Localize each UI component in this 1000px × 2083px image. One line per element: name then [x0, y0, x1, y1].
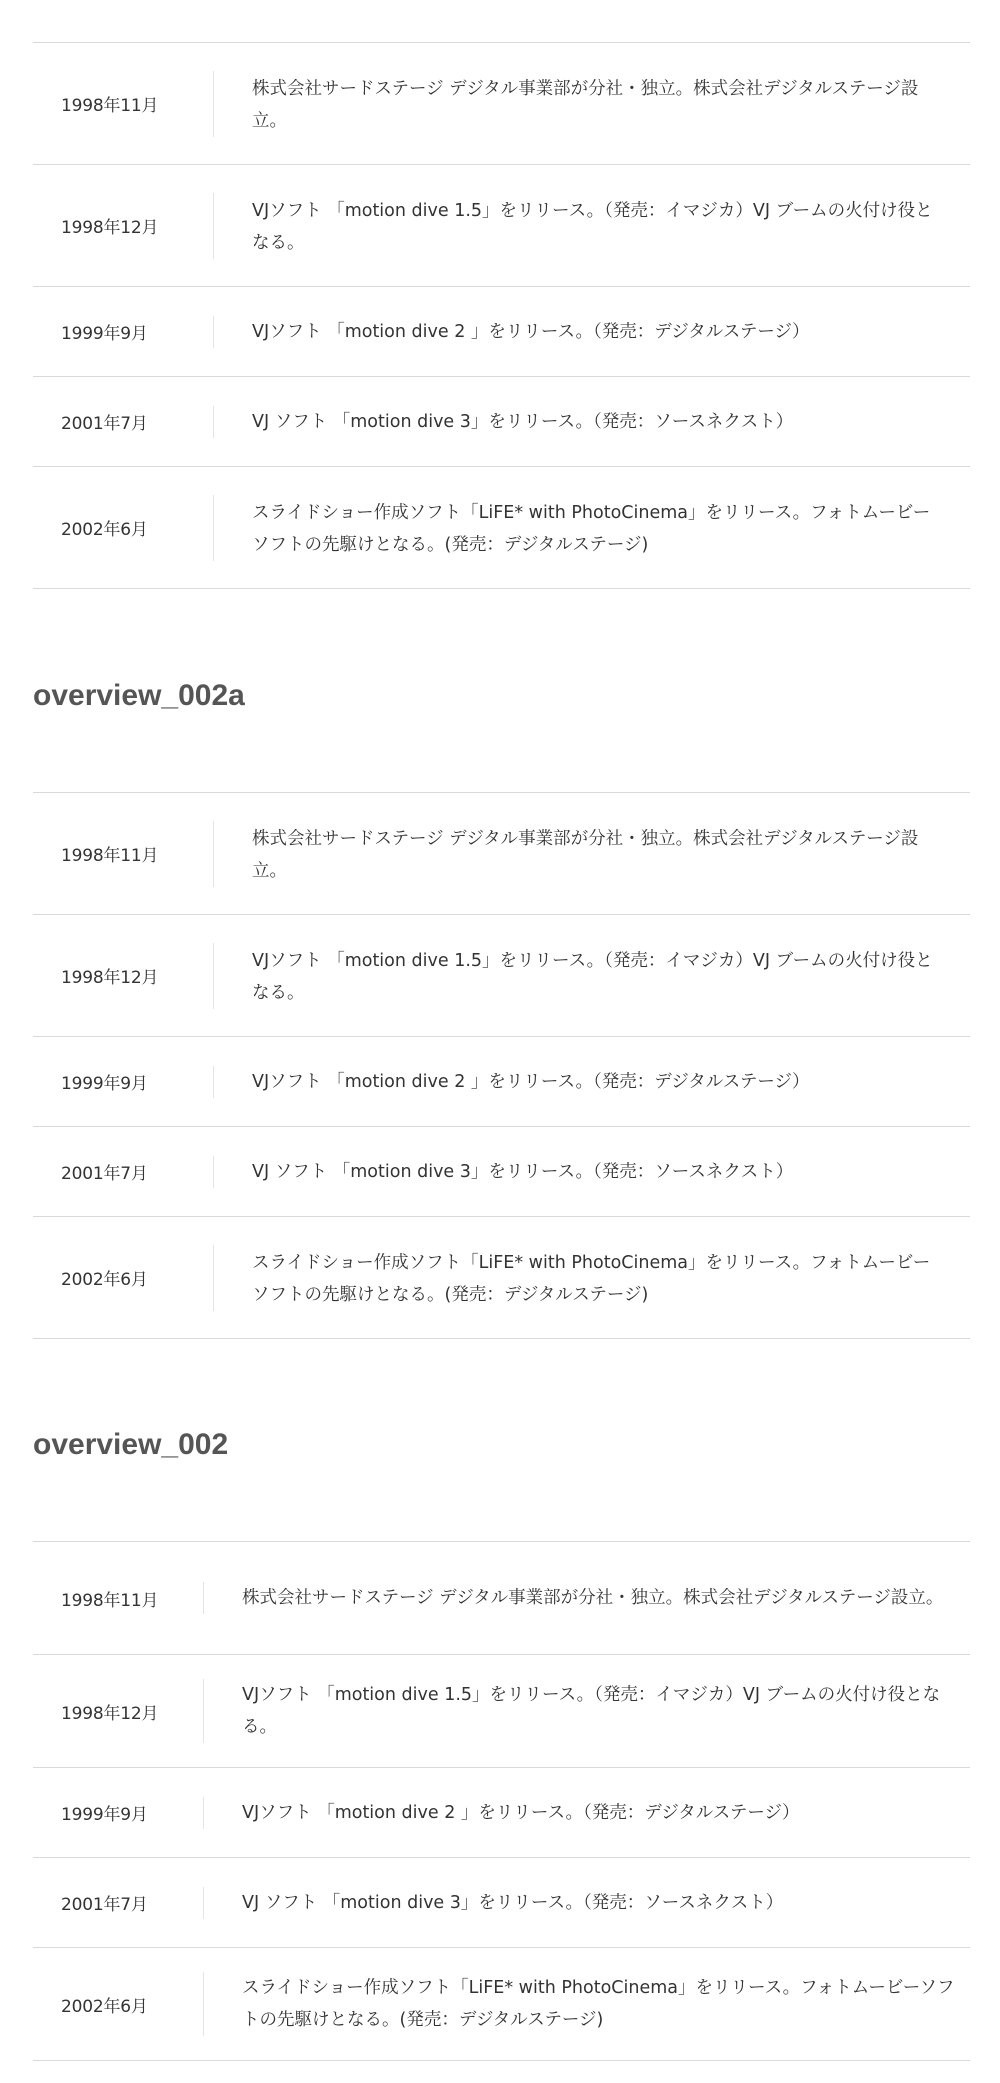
section-heading: overview_002a — [33, 679, 245, 712]
row-date: 1998年12月 — [61, 968, 159, 988]
history-table — [33, 792, 970, 1339]
history-table-section-top — [33, 42, 970, 589]
row-description: スライドショー作成ソフト「LiFE* with PhotoCinema」をリリース。フォトムービーソフトの先駆けとなる。(発売：デジタルステージ) — [213, 495, 970, 561]
table-row — [33, 1127, 970, 1217]
table-row — [33, 1542, 970, 1655]
row-description: スライドショー作成ソフト「LiFE* with PhotoCinema」をリリース。フォトムービーソフトの先駆けとなる。(発売：デジタルステージ) — [213, 1245, 970, 1311]
row-date: 1998年11月 — [61, 1590, 159, 1611]
row-date: 1999年9月 — [61, 324, 148, 344]
table-row — [33, 1655, 970, 1768]
table-row — [33, 165, 970, 287]
table-row — [33, 1217, 970, 1339]
row-date: 1998年11月 — [61, 846, 159, 866]
history-table — [33, 1541, 970, 2061]
row-date: 2001年7月 — [61, 1895, 148, 1915]
table-row — [33, 467, 970, 589]
row-description: VJ ソフト 「motion dive 3」をリリース。（発売：ソースネクスト） — [213, 1156, 970, 1188]
row-description: VJソフト 「motion dive 2 」をリリース。（発売：デジタルステージ） — [213, 1066, 970, 1098]
table-row — [33, 377, 970, 467]
row-date: 2002年6月 — [61, 520, 148, 540]
row-date: 1999年9月 — [61, 1805, 148, 1825]
row-date: 1998年12月 — [61, 218, 159, 238]
table-row — [33, 43, 970, 165]
row-date: 2002年6月 — [61, 1996, 148, 2017]
table-row — [33, 1037, 970, 1127]
table-row — [33, 1858, 970, 1948]
row-date: 1999年9月 — [61, 1074, 148, 1094]
section-heading: overview_002 — [33, 1428, 229, 1461]
row-description: VJ ソフト 「motion dive 3」をリリース。（発売：ソースネクスト） — [213, 406, 970, 438]
row-description: 株式会社サードステージ デジタル事業部が分社・独立。株式会社デジタルステージ設立。 — [213, 821, 970, 887]
row-description: スライドショー作成ソフト「LiFE* with PhotoCinema」をリリース。フォトムービーソフトの先駆けとなる。(発売：デジタルステージ) — [203, 1972, 970, 2036]
row-description: VJソフト 「motion dive 2 」をリリース。（発売：デジタルステージ） — [213, 316, 970, 348]
row-description: VJソフト 「motion dive 1.5」をリリース。（発売：イマジカ）VJ ブームの火付け役となる。 — [203, 1679, 970, 1743]
history-table-section-002a — [33, 792, 970, 1339]
row-description: VJソフト 「motion dive 1.5」をリリース。（発売：イマジカ）VJ ブームの火付け役となる。 — [213, 943, 970, 1009]
row-date: 1998年12月 — [61, 1703, 159, 1724]
table-row — [33, 1768, 970, 1858]
row-date: 1998年11月 — [61, 96, 159, 116]
row-description: VJソフト 「motion dive 1.5」をリリース。（発売：イマジカ）VJ ブームの火付け役となる。 — [213, 193, 970, 259]
row-description: VJ ソフト 「motion dive 3」をリリース。（発売：ソースネクスト） — [203, 1887, 970, 1919]
row-date: 2002年6月 — [61, 1270, 148, 1290]
table-row — [33, 287, 970, 377]
row-date: 2001年7月 — [61, 414, 148, 434]
table-row — [33, 793, 970, 915]
table-row — [33, 1948, 970, 2061]
row-date: 2001年7月 — [61, 1164, 148, 1184]
row-description: 株式会社サードステージ デジタル事業部が分社・独立。株式会社デジタルステージ設立。 — [203, 1582, 970, 1614]
history-table-section-002 — [33, 1541, 970, 2061]
table-row — [33, 915, 970, 1037]
row-description: 株式会社サードステージ デジタル事業部が分社・独立。株式会社デジタルステージ設立。 — [213, 71, 970, 137]
row-description: VJソフト 「motion dive 2 」をリリース。（発売：デジタルステージ） — [203, 1797, 970, 1829]
history-table — [33, 42, 970, 589]
